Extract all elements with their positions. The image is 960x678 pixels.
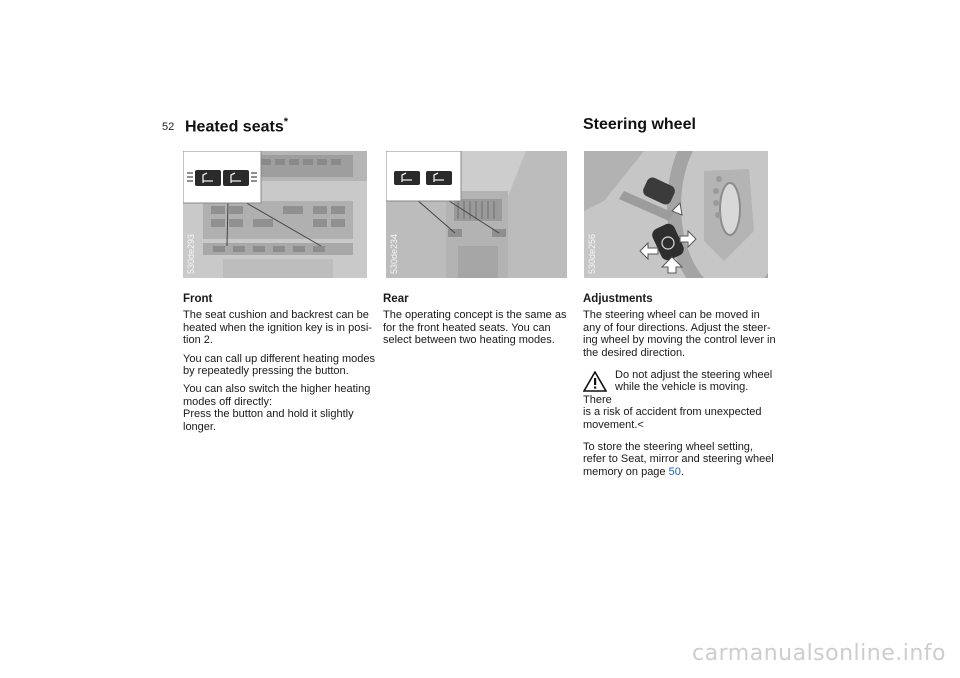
memory-note <box>583 441 778 478</box>
watermark: carmanualsonline.info <box>692 641 946 666</box>
rear-figure-code: 530de234 <box>389 233 399 274</box>
rear-heading: Rear <box>383 293 409 305</box>
steering-wheel-title: Steering wheel <box>583 116 696 133</box>
warning-triangle-icon <box>583 371 607 392</box>
adjustments-heading: Adjustments <box>583 293 653 305</box>
adjustments-intro: The steering wheel can be moved in any of four directions. Adjust the steer- ing wheel by moving the control lever in the desired direction. <box>583 309 776 359</box>
front-heading: Front <box>183 293 213 305</box>
heated-seats-title: Heated seats* <box>185 116 288 136</box>
warning-note <box>583 369 778 431</box>
front-section <box>183 293 378 439</box>
steering-wheel-figure <box>584 151 768 278</box>
rear-paragraph: The operating concept is the same as for the front heated seats. You can select between two heating modes. <box>383 309 567 347</box>
rear-section <box>383 293 573 353</box>
memory-note-text: To store the steering wheel setting, refer to Seat, mirror and steering wheel memory on page <box>583 441 774 478</box>
end-mark-icon: < <box>637 418 644 431</box>
front-paragraph: You can call up different heating modes by repeatedly pressing the button. <box>183 352 376 378</box>
warning-text: Do not adjust the steering wheel while the vehicle is moving. There is a risk of accident from unexpected movement. <box>583 369 773 431</box>
front-paragraph: You can also switch the higher heating modes off directly: Press the button and hold it slightly longer. <box>183 383 371 433</box>
option-asterisk: * <box>283 116 288 128</box>
page-number: 52 <box>162 121 175 133</box>
front-paragraph: The seat cushion and backrest can be heated when the ignition key is in posi- tion 2. <box>183 309 372 347</box>
steering-figure-code: 530de256 <box>587 233 597 274</box>
memory-note-period: . <box>680 465 684 478</box>
front-figure-code: 530de293 <box>186 233 196 274</box>
adjustments-section <box>583 293 778 484</box>
page-50-link[interactable]: 50 <box>668 465 681 478</box>
rear-heated-seat-figure <box>386 151 567 278</box>
front-heated-seat-figure <box>183 151 367 278</box>
